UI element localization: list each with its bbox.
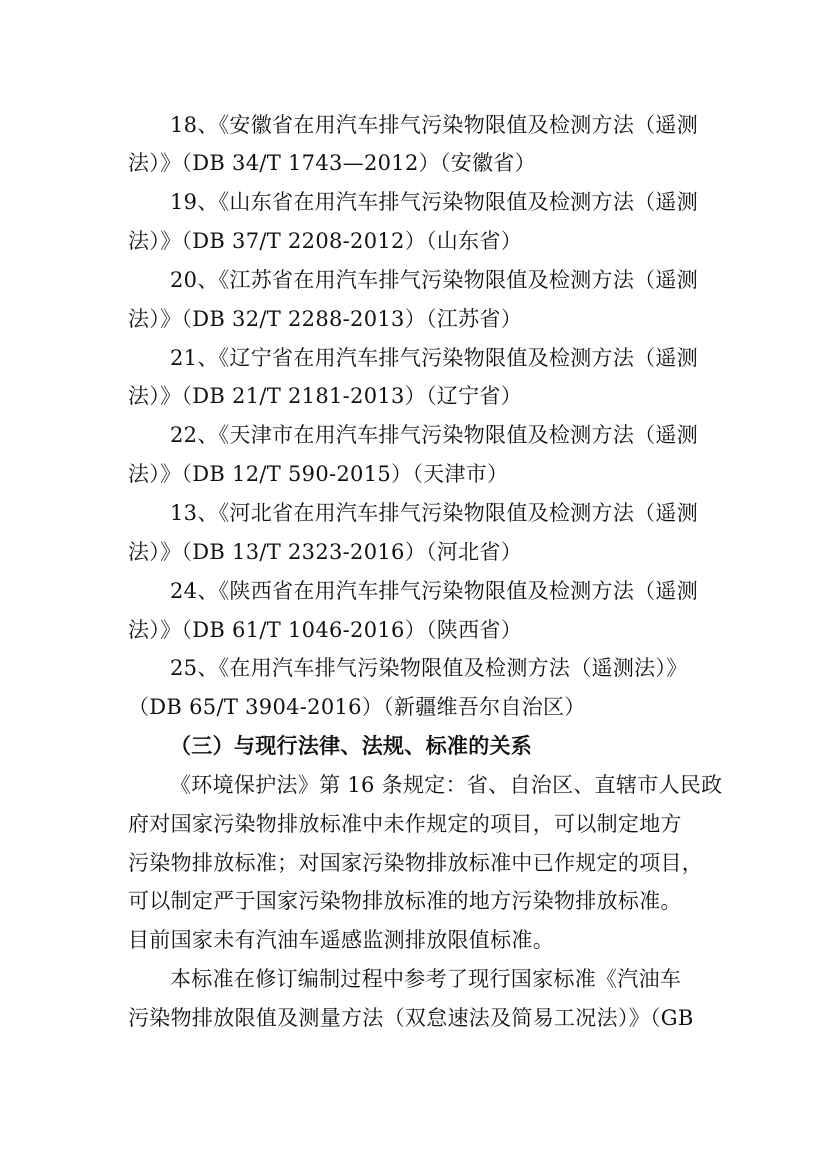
list-item-22-line2: 法）》（DB 12/T 590-2015）（天津市） bbox=[128, 462, 509, 486]
list-item-18-line1: 18、《安徽省在用汽车排气污染物限值及检测方法（遥测 bbox=[170, 113, 699, 137]
list-item-24-line2: 法）》（DB 61/T 1046-2016）（陕西省） bbox=[128, 618, 523, 642]
list-item-18-line2: 法）》（DB 34/T 1743—2012）（安徽省） bbox=[128, 151, 536, 175]
paragraph1-line5: 目前国家未有汽油车遥感监测排放限值标准。 bbox=[128, 928, 554, 952]
paragraph1-line3: 污染物排放标准；对国家污染物排放标准中已作规定的项目， bbox=[128, 851, 704, 875]
list-item-22-line1: 22、《天津市在用汽车排气污染物限值及检测方法（遥测 bbox=[170, 423, 699, 447]
list-item-21-line1: 21、《辽宁省在用汽车排气污染物限值及检测方法（遥测 bbox=[170, 346, 699, 370]
section-heading: （三）与现行法律、法规、标准的关系 bbox=[170, 733, 533, 758]
list-item-24-line1: 24、《陕西省在用汽车排气污染物限值及检测方法（遥测 bbox=[170, 579, 699, 603]
paragraph1-line1: 《环境保护法》第 16 条规定：省、自治区、直辖市人民政 bbox=[170, 773, 723, 797]
list-item-13-line2: 法）》（DB 13/T 2323-2016）（河北省） bbox=[128, 540, 523, 564]
paragraph2-line2: 污染物排放限值及测量方法（双怠速法及简易工况法）》（GB bbox=[128, 1006, 694, 1030]
list-item-25-line1: 25、《在用汽车排气污染物限值及检测方法（遥测法）》 bbox=[170, 656, 688, 680]
list-item-19-line1: 19、《山东省在用汽车排气污染物限值及检测方法（遥测 bbox=[170, 190, 699, 214]
list-item-20-line1: 20、《江苏省在用汽车排气污染物限值及检测方法（遥测 bbox=[170, 268, 699, 292]
paragraph1-line2: 府对国家污染物排放标准中未作规定的项目，可以制定地方 bbox=[128, 812, 682, 836]
list-item-25-line2: （DB 65/T 3904-2016）（新疆维吾尔自治区） bbox=[128, 695, 586, 719]
list-item-21-line2: 法）》（DB 21/T 2181-2013）（辽宁省） bbox=[128, 384, 523, 408]
list-item-13-line1: 13、《河北省在用汽车排气污染物限值及检测方法（遥测 bbox=[170, 501, 699, 525]
list-item-19-line2: 法）》（DB 37/T 2208-2012）（山东省） bbox=[128, 229, 523, 253]
paragraph1-line4: 可以制定严于国家污染物排放标准的地方污染物排放标准。 bbox=[128, 889, 682, 913]
paragraph2-line1: 本标准在修订编制过程中参考了现行国家标准《汽油车 bbox=[170, 967, 682, 991]
list-item-20-line2: 法）》（DB 32/T 2288-2013）（江苏省） bbox=[128, 307, 523, 331]
